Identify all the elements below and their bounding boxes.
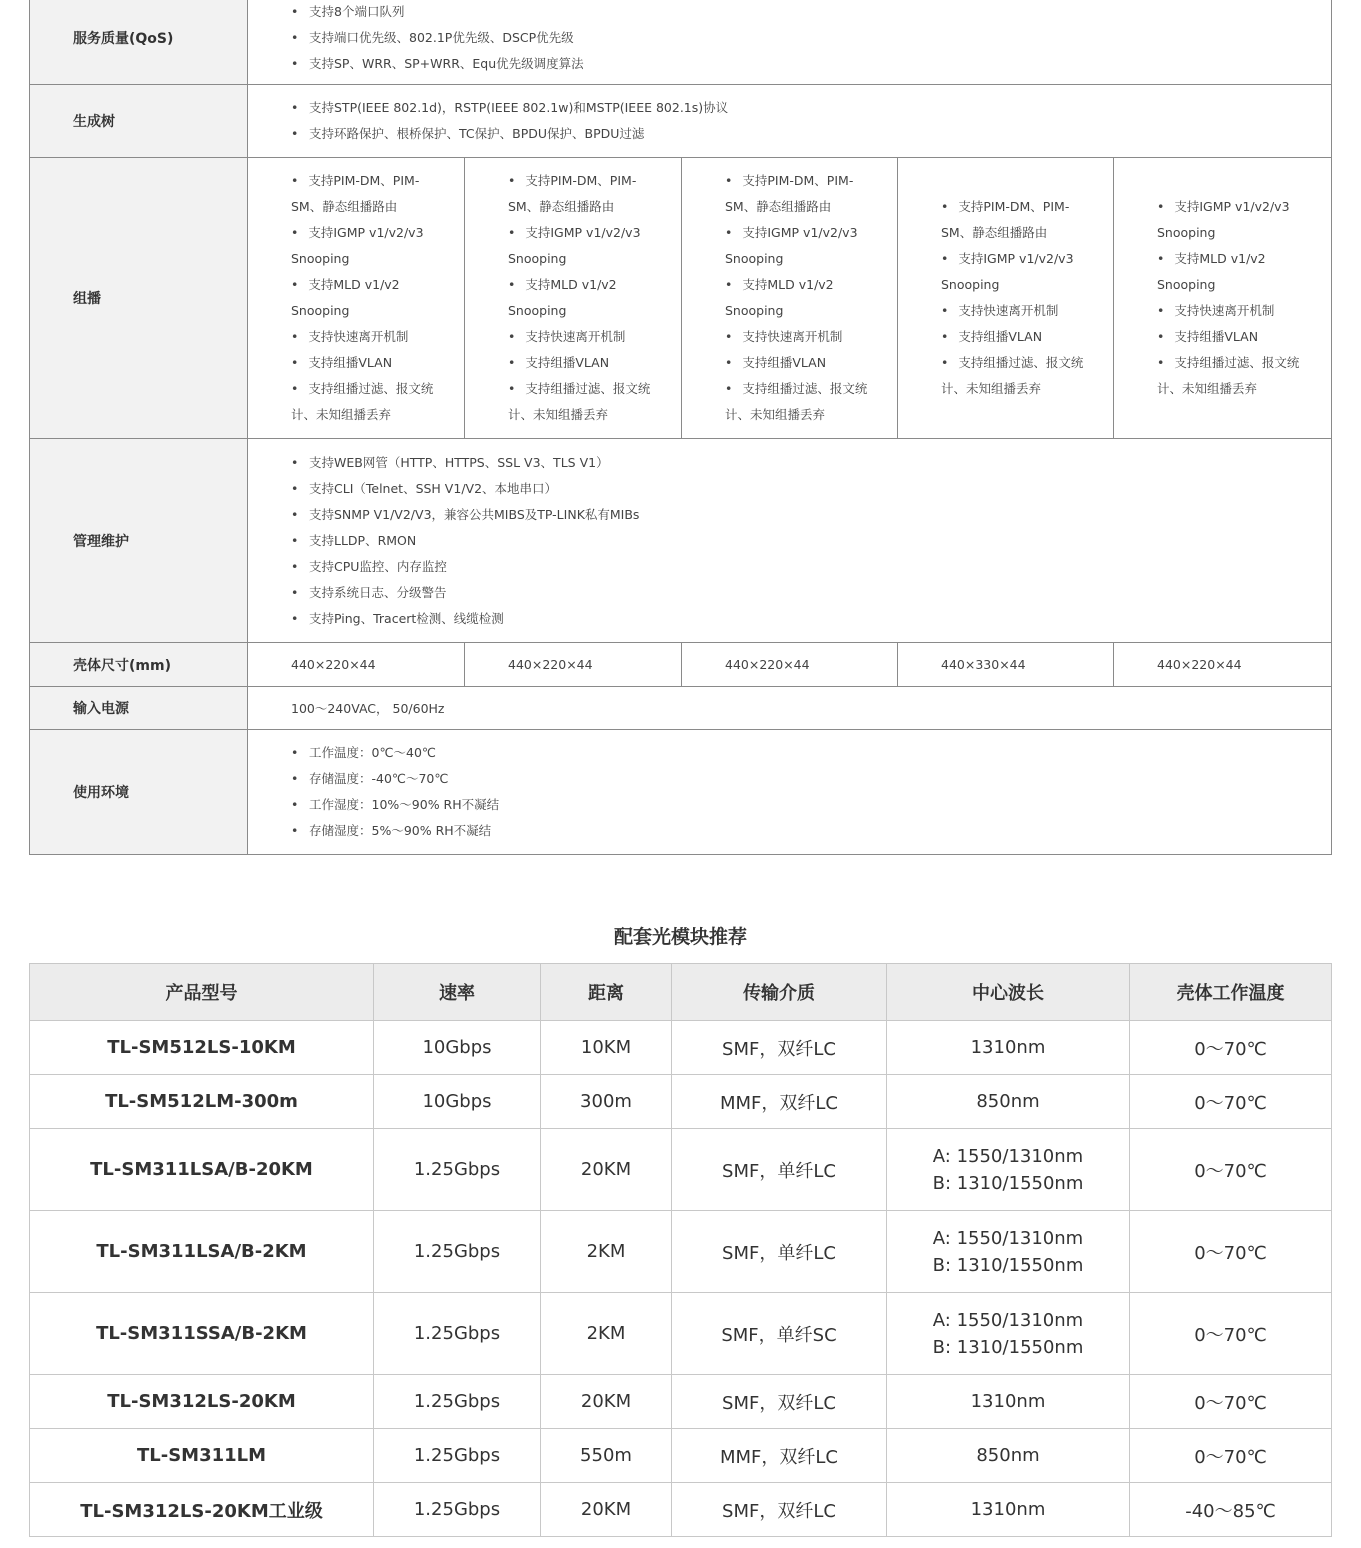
table-row xyxy=(30,1375,1332,1429)
spec-label-mgmt: 管理维护 xyxy=(30,439,248,643)
wavelength-line: 1310nm xyxy=(970,1037,1046,1058)
list-item: • 支持IGMP v1/v2/v3 Snooping xyxy=(508,220,663,272)
cell-wavelength xyxy=(887,1211,1130,1293)
cell-rate: 1.25Gbps xyxy=(374,1293,541,1375)
list-item: • 支持PIM-DM、PIM-SM、静态组播路由 xyxy=(291,168,446,220)
spec-row-mgmt xyxy=(30,439,1332,643)
cell-wavelength xyxy=(887,1429,1130,1483)
cell-model: TL-SM311SSA/B-2KM xyxy=(30,1293,374,1375)
cell-wavelength xyxy=(887,1375,1130,1429)
wavelength-line: B: 1310/1550nm xyxy=(932,1172,1084,1194)
list-item: • 支持PIM-DM、PIM-SM、静态组播路由 xyxy=(941,194,1095,246)
list-item: • 工作湿度：10%～90% RH不凝结 xyxy=(291,792,1309,818)
spec-row-multicast xyxy=(30,158,1332,439)
wavelength-line: B: 1310/1550nm xyxy=(932,1336,1084,1358)
spec-label-size: 壳体尺寸(mm) xyxy=(30,643,248,687)
list-item: • 支持IGMP v1/v2/v3 Snooping xyxy=(941,246,1095,298)
cell-wavelength xyxy=(887,1129,1130,1211)
cell-rate: 1.25Gbps xyxy=(374,1429,541,1483)
list-item: • 支持组播过滤、报文统计、未知组播丢弃 xyxy=(291,376,446,428)
spec-label-env: 使用环境 xyxy=(30,730,248,855)
spec-label-power: 输入电源 xyxy=(30,687,248,730)
list-item: • 支持Ping、Tracert检测、线缆检测 xyxy=(291,606,1309,632)
list-item: • 支持快速离开机制 xyxy=(725,324,879,350)
wavelength-line: A: 1550/1310nm xyxy=(932,1309,1084,1331)
cell-wavelength xyxy=(887,1021,1130,1075)
list-item: • 支持端口优先级、802.1P优先级、DSCP优先级 xyxy=(291,25,1309,51)
cell-temperature: 0～70℃ xyxy=(1130,1129,1332,1211)
cell-distance: 20KM xyxy=(541,1375,672,1429)
table-row xyxy=(30,1429,1332,1483)
cell-distance: 2KM xyxy=(541,1211,672,1293)
wavelength-line: A: 1550/1310nm xyxy=(932,1227,1084,1249)
list-item: • 支持8个端口队列 xyxy=(291,0,1309,25)
cell-temperature: 0～70℃ xyxy=(1130,1075,1332,1129)
cell-distance: 550m xyxy=(541,1429,672,1483)
module-table-header-row xyxy=(30,964,1332,1021)
cell-medium: SMF，双纤LC xyxy=(672,1483,887,1537)
cell-temperature: 0～70℃ xyxy=(1130,1211,1332,1293)
header-rate: 速率 xyxy=(374,964,541,1021)
list-item: • 存储湿度：5%～90% RH不凝结 xyxy=(291,818,1309,844)
list-item: • 支持WEB网管（HTTP、HTTPS、SSL V3、TLS V1） xyxy=(291,450,1309,476)
table-row xyxy=(30,1483,1332,1537)
list-item: • 支持系统日志、分级警告 xyxy=(291,580,1309,606)
cell-medium: SMF，单纤SC xyxy=(672,1293,887,1375)
list-item: • 支持STP(IEEE 802.1d)，RSTP(IEEE 802.1w)和MSTP(IEEE 802.1s)协议 xyxy=(291,95,1309,121)
cell-rate: 1.25Gbps xyxy=(374,1129,541,1211)
cell-medium: SMF，双纤LC xyxy=(672,1375,887,1429)
cell-medium: SMF，单纤LC xyxy=(672,1129,887,1211)
cell-medium: SMF，单纤LC xyxy=(672,1211,887,1293)
bullet-list xyxy=(248,95,1331,147)
spec-value-multicast-5 xyxy=(1114,158,1332,439)
cell-distance: 20KM xyxy=(541,1483,672,1537)
table-row xyxy=(30,1021,1332,1075)
cell-model: TL-SM311LSA/B-20KM xyxy=(30,1129,374,1211)
cell-temperature: 0～70℃ xyxy=(1130,1021,1332,1075)
cell-model: TL-SM512LS-10KM xyxy=(30,1021,374,1075)
spec-value-multicast-4 xyxy=(898,158,1114,439)
spec-row-stp xyxy=(30,85,1332,158)
list-item: • 存储温度：-40℃～70℃ xyxy=(291,766,1309,792)
list-item: • 支持快速离开机制 xyxy=(291,324,446,350)
list-item: • 支持IGMP v1/v2/v3 Snooping xyxy=(1157,194,1313,246)
bullet-list xyxy=(898,194,1113,402)
cell-distance: 300m xyxy=(541,1075,672,1129)
list-item: • 支持组播VLAN xyxy=(1157,324,1313,350)
list-item: • 支持快速离开机制 xyxy=(508,324,663,350)
cell-temperature: 0～70℃ xyxy=(1130,1375,1332,1429)
cell-model: TL-SM311LM xyxy=(30,1429,374,1483)
list-item: • 支持MLD v1/v2 Snooping xyxy=(1157,246,1313,298)
cell-model: TL-SM312LS-20KM xyxy=(30,1375,374,1429)
cell-rate: 1.25Gbps xyxy=(374,1211,541,1293)
list-item: • 支持MLD v1/v2 Snooping xyxy=(725,272,879,324)
list-item: • 支持MLD v1/v2 Snooping xyxy=(291,272,446,324)
list-item: • 工作温度：0℃～40℃ xyxy=(291,740,1309,766)
spec-value-power: 100～240VAC， 50/60Hz xyxy=(248,687,1332,730)
list-item: • 支持SNMP V1/V2/V3，兼容公共MIBS及TP-LINK私有MIBs xyxy=(291,502,1309,528)
spec-value-mgmt xyxy=(248,439,1332,643)
module-section-title: 配套光模块推荐 xyxy=(613,926,747,948)
list-item: • 支持组播VLAN xyxy=(725,350,879,376)
cell-temperature: 0～70℃ xyxy=(1130,1429,1332,1483)
wavelength-line: 850nm xyxy=(976,1091,1040,1112)
cell-model: TL-SM311LSA/B-2KM xyxy=(30,1211,374,1293)
wavelength-line: A: 1550/1310nm xyxy=(932,1145,1084,1167)
spec-value-multicast-1 xyxy=(248,158,465,439)
bullet-list xyxy=(248,450,1331,632)
header-distance: 距离 xyxy=(541,964,672,1021)
cell-medium: SMF，双纤LC xyxy=(672,1021,887,1075)
spec-row-qos xyxy=(30,0,1332,85)
table-row xyxy=(30,1075,1332,1129)
bullet-list xyxy=(1114,194,1331,402)
spec-row-env xyxy=(30,730,1332,855)
cell-rate: 10Gbps xyxy=(374,1075,541,1129)
spec-label-stp: 生成树 xyxy=(30,85,248,158)
list-item: • 支持组播过滤、报文统计、未知组播丢弃 xyxy=(508,376,663,428)
list-item: • 支持IGMP v1/v2/v3 Snooping xyxy=(725,220,879,272)
list-item: • 支持环路保护、根桥保护、TC保护、BPDU保护、BPDU过滤 xyxy=(291,121,1309,147)
spec-label-qos: 服务质量(QoS) xyxy=(30,0,248,85)
cell-wavelength xyxy=(887,1293,1130,1375)
list-item: • 支持MLD v1/v2 Snooping xyxy=(508,272,663,324)
list-item: • 支持组播过滤、报文统计、未知组播丢弃 xyxy=(941,350,1095,402)
wavelength-line: 850nm xyxy=(976,1445,1040,1466)
bullet-list xyxy=(465,168,681,428)
spec-table xyxy=(29,0,1332,855)
spec-value-size-5: 440×220×44 xyxy=(1114,643,1332,687)
list-item: • 支持CPU监控、内存监控 xyxy=(291,554,1309,580)
list-item: • 支持LLDP、RMON xyxy=(291,528,1309,554)
cell-medium: MMF，双纤LC xyxy=(672,1429,887,1483)
bullet-list xyxy=(248,168,464,428)
bullet-list xyxy=(248,740,1331,844)
header-temperature: 壳体工作温度 xyxy=(1130,964,1332,1021)
cell-distance: 10KM xyxy=(541,1021,672,1075)
list-item: • 支持快速离开机制 xyxy=(941,298,1095,324)
wavelength-line: 1310nm xyxy=(970,1499,1046,1520)
cell-distance: 2KM xyxy=(541,1293,672,1375)
cell-rate: 1.25Gbps xyxy=(374,1483,541,1537)
table-row xyxy=(30,1293,1332,1375)
spec-value-stp xyxy=(248,85,1332,158)
wavelength-line: 1310nm xyxy=(970,1391,1046,1412)
table-row xyxy=(30,1211,1332,1293)
cell-model: TL-SM512LM-300m xyxy=(30,1075,374,1129)
table-row xyxy=(30,1129,1332,1211)
cell-distance: 20KM xyxy=(541,1129,672,1211)
spec-value-qos xyxy=(248,0,1332,85)
cell-wavelength xyxy=(887,1483,1130,1537)
header-model: 产品型号 xyxy=(30,964,374,1021)
module-table xyxy=(29,963,1332,1537)
spec-row-size xyxy=(30,643,1332,687)
list-item: • 支持组播VLAN xyxy=(941,324,1095,350)
cell-model: TL-SM312LS-20KM工业级 xyxy=(30,1483,374,1537)
spec-value-multicast-3 xyxy=(682,158,898,439)
list-item: • 支持组播VLAN xyxy=(291,350,446,376)
spec-value-size-3: 440×220×44 xyxy=(682,643,898,687)
spec-value-env xyxy=(248,730,1332,855)
cell-temperature: 0～70℃ xyxy=(1130,1293,1332,1375)
list-item: • 支持CLI（Telnet、SSH V1/V2、本地串口） xyxy=(291,476,1309,502)
bullet-list xyxy=(248,0,1331,77)
list-item: • 支持组播过滤、报文统计、未知组播丢弃 xyxy=(1157,350,1313,402)
header-wavelength: 中心波长 xyxy=(887,964,1130,1021)
spec-label-multicast: 组播 xyxy=(30,158,248,439)
list-item: • 支持SP、WRR、SP+WRR、Equ优先级调度算法 xyxy=(291,51,1309,77)
wavelength-line: B: 1310/1550nm xyxy=(932,1254,1084,1276)
list-item: • 支持快速离开机制 xyxy=(1157,298,1313,324)
list-item: • 支持组播VLAN xyxy=(508,350,663,376)
cell-wavelength xyxy=(887,1075,1130,1129)
spec-value-multicast-2 xyxy=(465,158,682,439)
list-item: • 支持组播过滤、报文统计、未知组播丢弃 xyxy=(725,376,879,428)
bullet-list xyxy=(682,168,897,428)
cell-temperature: -40～85℃ xyxy=(1130,1483,1332,1537)
list-item: • 支持PIM-DM、PIM-SM、静态组播路由 xyxy=(725,168,879,220)
header-medium: 传输介质 xyxy=(672,964,887,1021)
spec-row-power xyxy=(30,687,1332,730)
cell-medium: MMF，双纤LC xyxy=(672,1075,887,1129)
spec-value-size-2: 440×220×44 xyxy=(465,643,682,687)
cell-rate: 1.25Gbps xyxy=(374,1375,541,1429)
list-item: • 支持IGMP v1/v2/v3 Snooping xyxy=(291,220,446,272)
spec-value-size-4: 440×330×44 xyxy=(898,643,1114,687)
spec-value-size-1: 440×220×44 xyxy=(248,643,465,687)
list-item: • 支持PIM-DM、PIM-SM、静态组播路由 xyxy=(508,168,663,220)
cell-rate: 10Gbps xyxy=(374,1021,541,1075)
